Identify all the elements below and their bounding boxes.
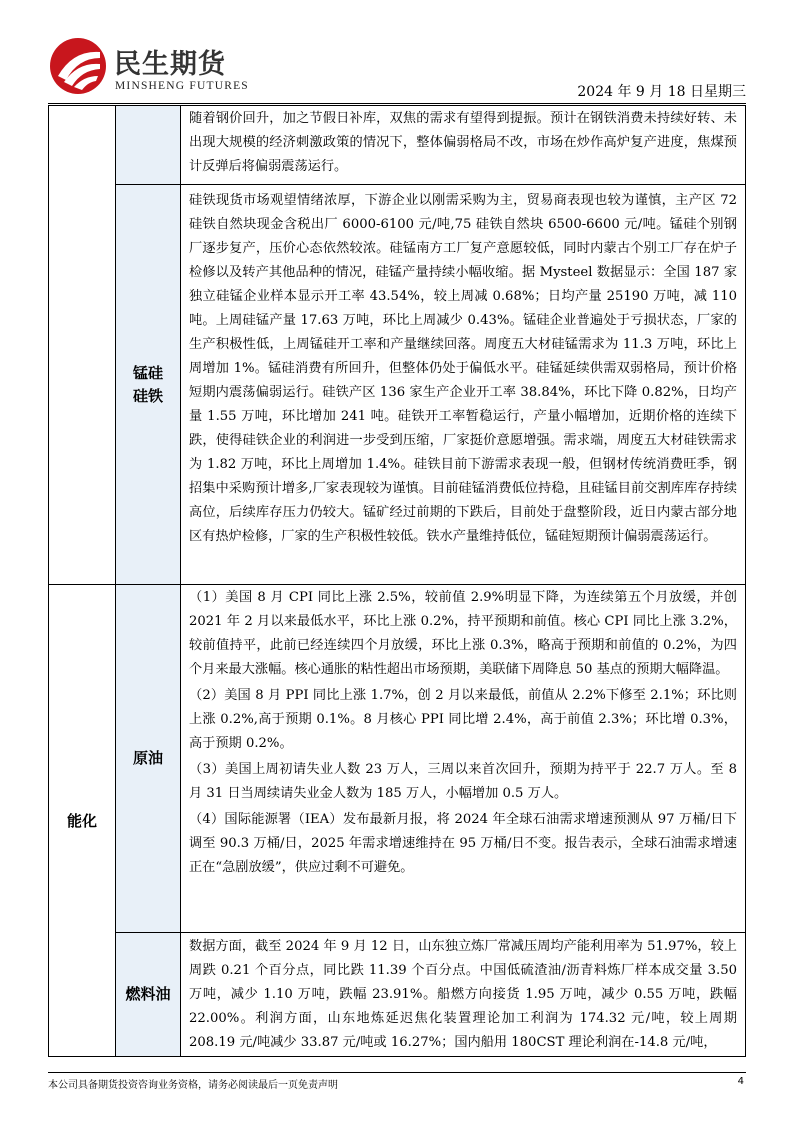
- coke-text: 随着钢价回升，加之节假日补库，双焦的需求有望得到提振。预计在钢铁消费未持续好转、未出现大规模的经济刺激政策的情况下，整体偏弱格局不改，市场在炒作高炉复产进度，焦煤预计反弹后将偏弱震荡运行。: [189, 111, 737, 174]
- mn-si-commentary: [181, 185, 746, 585]
- table-row: [49, 106, 746, 185]
- mn-si-text: 硅铁现货市场观望情绪浓厚，下游企业以刚需采购为主，贸易商表现也较为谨慎，主产区 72 硅铁自然块现金含税出厂 6000-6100 元/吨,75 硅铁自然块 6500-6600 元/吨。锰硅个别钢厂逐步复产，压价心态依然较浓。硅锰南方工厂复产意愿较低，同时内蒙古个别工厂存在炉子检修以及转产其他品种的情况，硅锰产量持续小幅收缩。据 Mysteel 数据显示：全国 187 家独立硅锰企业样本显示开工率 43.54%，较上周减 0.68%；日均产量 25190 万吨，减 110 吨。上周硅锰产量 17.63 万吨，环比上周减少 0.43%。锰硅企业普遍处于亏损状态，厂家的生产积极性低，上周锰硅开工率和产量继续回落。周度五大材硅锰需求为 11.3 万吨，环比上周增加 1%。锰硅消费有所回升，但整体仍处于偏低水平。硅锰延续供需双弱格局，预计价格短期内震荡偏弱运行。硅铁产区 136 家生产企业开工率 38.84%，环比下降 0.82%，日均产量 1.55 万吨，环比增加 241 吨。硅铁开工率暂稳运行，产量小幅增加，近期价格的连续下跌，使得硅铁企业的利润进一步受到压缩，厂家挺价意愿增强。需求端，周度五大材硅铁需求为 1.82 万吨，环比上周增加 1.4%。硅铁目前下游需求表现一般，但钢材传统消费旺季，钢招集中采购预计增多,厂家表现较为谨慎。目前硅锰消费低位持稳，且硅锰目前交割库库存持续高位，后续库存压力仍较大。锰矿经过前期的下跌后，目前处于盘整阶段，近日内蒙古部分地区有热炉检修，厂家的生产积极性较低。铁水产量维持低位，锰硅短期预计偏弱震荡运行。: [189, 193, 737, 544]
- minsheng-logo-icon: [48, 36, 108, 96]
- table-row: [49, 185, 746, 585]
- subcategory-fuel-oil: 燃料油: [116, 933, 181, 1057]
- report-date: 2024 年 9 月 18 日星期三: [577, 84, 746, 100]
- header-divider: [48, 103, 746, 104]
- category-cell-empty: [49, 106, 116, 585]
- fuel-oil-text: 数据方面，截至 2024 年 9 月 12 日，山东独立炼厂常减压周均产能利用率为 51.97%，较上周跌 0.21 个百分点，同比跌 11.39 个百分点。中国低硫渣油/沥青料炼厂样本成交量 3.50 万吨，减少 1.10 万吨，跌幅 23.91%。船燃方向接货 1.95 万吨，减少 0.55 万吨，跌幅 22.00%。利润方面，山东地炼延迟焦化装置理论加工利润为 174.32 元/吨，较上周期 208.19 元/吨减少 33.87 元/吨或 16.27%；国内船用 180CST 理论利润在-14.8 元/吨，: [189, 939, 737, 1050]
- report-table: [48, 105, 746, 1057]
- category-energy: 能化: [49, 585, 116, 1057]
- brand-name-cn: 民生期货: [114, 49, 226, 80]
- page-header: [48, 36, 748, 104]
- page-number: 4: [737, 1076, 744, 1087]
- table-row: [49, 933, 746, 1057]
- fuel-oil-commentary: [181, 933, 746, 1057]
- crude-para-2: （2）美国 8 月 PPI 同比上涨 1.7%，创 2 月以来最低，前值从 2.2%下修至 2.1%；环比则上涨 0.2%,高于预期 0.1%。8 月核心 PPI 同比增 2.4%，高于前值 2.3%；环比增 0.3%，高于预期 0.2%。: [189, 688, 737, 751]
- coke-commentary: [181, 106, 746, 185]
- subcategory-crude: 原油: [116, 585, 181, 933]
- mn-label-2: 硅铁: [132, 386, 163, 405]
- crude-para-3: （3）美国上周初请失业人数 23 万人，三周以来首次回升，预期为持平于 22.7 万人。至 8 月 31 日当周续请失业金人数为 185 万人，小幅增加 0.5 万人。: [189, 762, 737, 801]
- table-row: [49, 585, 746, 933]
- crude-para-1: （1）美国 8 月 CPI 同比上涨 2.5%，较前值 2.9%明显下降，为连续第五个月放缓，并创 2021 年 2 月以来最低水平，环比上涨 0.2%，持平预期和前值。核心 CPI 同比上涨 3.2%，较前值持平，此前已经连续四个月放缓，环比上涨 0.3%，略高于预期和前值的 0.2%，为四个月来最大涨幅。核心通胀的粘性超出市场预期，美联储下周降息 50 基点的预期大幅降温。: [189, 590, 737, 677]
- subcategory-cell-empty: [116, 106, 181, 185]
- crude-commentary: [181, 585, 746, 933]
- footer-disclaimer: 本公司具备期货投资咨询业务资格，请务必阅读最后一页免责声明: [48, 1080, 338, 1091]
- mn-label-1: 锰硅: [132, 363, 163, 382]
- crude-para-4: （4）国际能源署（IEA）发布最新月报，将 2024 年全球石油需求增速预测从 97 万桶/日下调至 90.3 万桶/日，2025 年需求增速维持在 95 万桶/日不变。报告表示，全球石油需求增速正在“急剧放缓”，供应过剩不可避免。: [189, 812, 737, 875]
- footer-divider: [48, 1072, 746, 1073]
- brand-name-en: MINSHENG FUTURES: [115, 80, 249, 92]
- subcategory-mn-si: [116, 185, 181, 585]
